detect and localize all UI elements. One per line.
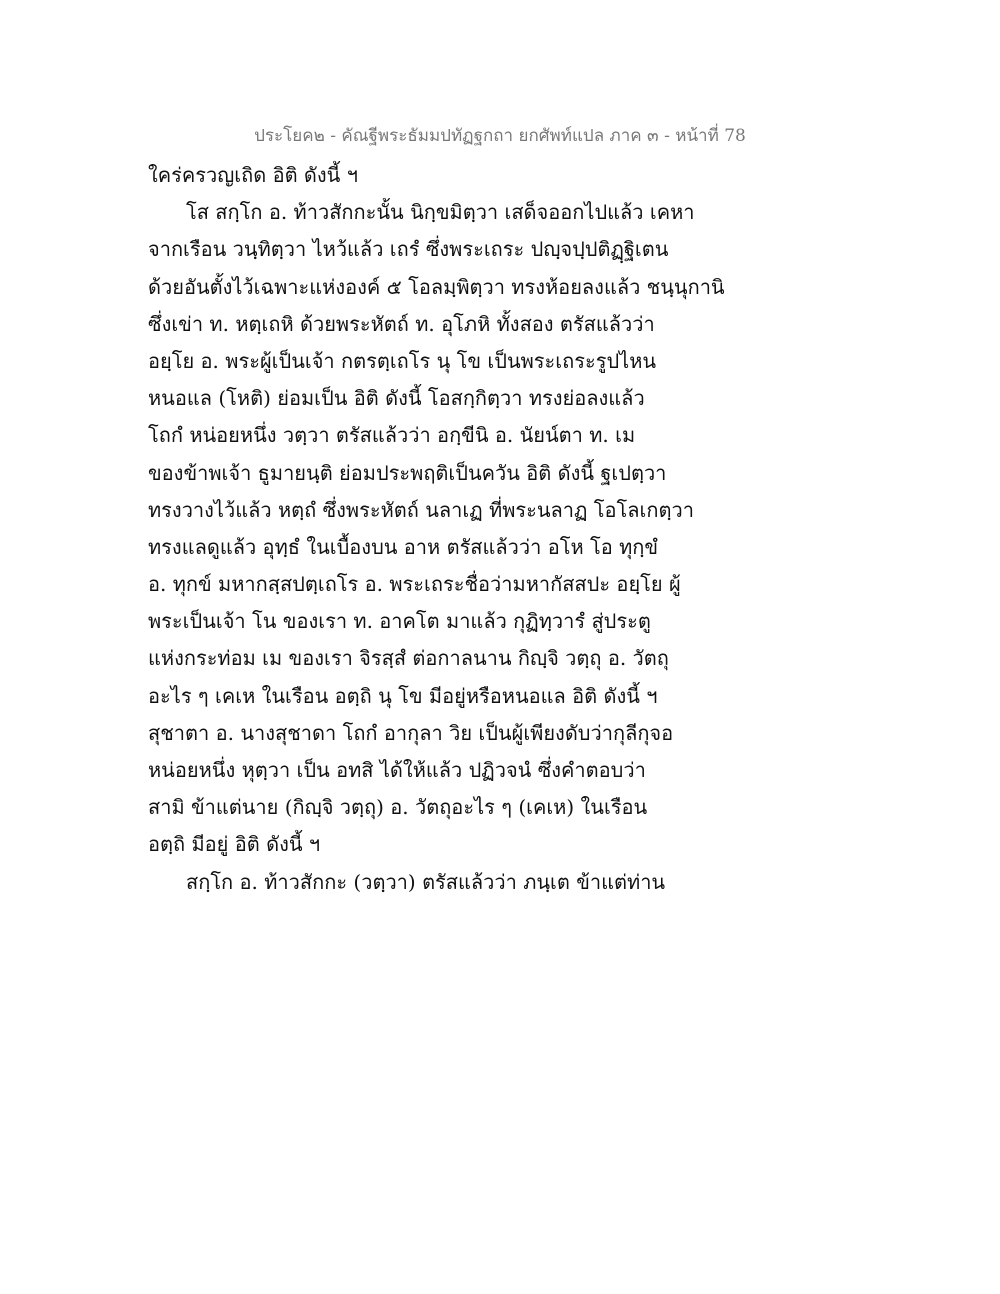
- text-line: โส สกฺโก อ. ท้าวสักกะนั้น นิกฺขมิตฺวา เสด็จออกไปแล้ว เคหา: [186, 200, 695, 225]
- text-line: หนอแล (โหติ) ย่อมเป็น อิติ ดังนี้ โอสกฺกิตฺวา ทรงย่อลงแล้ว: [148, 386, 645, 411]
- text-line: ของข้าพเจ้า ธูมายนฺติ ย่อมประพฤติเป็นควัน อิติ ดังนี้ ฐเปตฺวา: [148, 460, 667, 485]
- text-line: แห่งกระท่อม เม ของเรา จิรสฺสํ ต่อกาลนาน กิญฺจิ วตฺถุ อ. วัตถุ: [148, 646, 669, 671]
- text-line: ซึ่งเข่า ท. หตฺเถหิ ด้วยพระหัตถ์ ท. อุโภหิ ทั้งสอง ตรัสแล้วว่า: [148, 311, 655, 336]
- text-line: จากเรือน วนฺทิตฺวา ไหว้แล้ว เถรํ ซึ่งพระเถระ ปญฺจปฺปติฏฺฐิเตน: [148, 237, 669, 262]
- text-line: พระเป็นเจ้า โน ของเรา ท. อาคโต มาแล้ว กุฏิทฺวารํ สู่ประตู: [148, 609, 651, 634]
- body-text: [148, 157, 868, 901]
- text-line: อยฺโย อ. พระผู้เป็นเจ้า กตรตฺเถโร นุ โข เป็นพระเถระรูปไหน: [148, 348, 657, 373]
- text-line: อ. ทุกข์ มหากสฺสปตฺเถโร อ. พระเถระชื่อว่ามหากัสสปะ อยฺโย ผู้: [148, 572, 681, 597]
- running-header: ประโยค๒ - คัณฐีพระธัมมปทัฏฐกถา ยกศัพท์แปล ภาค ๓ - หน้าที่ 78: [254, 126, 746, 146]
- text-line: สกฺโก อ. ท้าวสักกะ (วตฺวา) ตรัสแล้วว่า ภนฺเต ข้าแต่ท่าน: [186, 869, 666, 894]
- text-line: ใคร่ครวญเถิด อิติ ดังนี้ ฯ: [148, 163, 358, 187]
- text-line: โถกํ หน่อยหนึ่ง วตฺวา ตรัสแล้วว่า อกฺขีนิ อ. นัยน์ตา ท. เม: [148, 423, 636, 448]
- text-line: อะไร ๆ เคเห ในเรือน อตฺถิ นุ โข มีอยู่หรือหนอแล อิติ ดังนี้ ฯ: [148, 683, 658, 708]
- text-line: สามิ ข้าแต่นาย (กิญฺจิ วตฺถุ) อ. วัตถุอะไร ๆ (เคเห) ในเรือน: [148, 795, 648, 820]
- text-line: สุชาตา อ. นางสุชาดา โถกํ อากุลา วิย เป็นผู้เพียงดับว่ากุลีกุจอ: [148, 720, 674, 745]
- text-line: ด้วยอันตั้งไว้เฉพาะแห่งองค์ ๕ โอลมฺพิตฺวา ทรงห้อยลงแล้ว ชนฺนุกานิ: [148, 274, 725, 299]
- text-line: อตฺถิ มีอยู่ อิติ ดังนี้ ฯ: [148, 832, 321, 857]
- text-line: ทรงแลดูแล้ว อุทฺธํ ในเบื้องบน อาห ตรัสแล้วว่า อโห โอ ทุกฺขํ: [148, 534, 659, 559]
- text-line: ทรงวางไว้แล้ว หตฺถํ ซึ่งพระหัตถ์ นลาเฏ ที่พระนลาฏ โอโลเกตฺวา: [148, 497, 694, 522]
- text-line: หน่อยหนึ่ง หุตฺวา เป็น อทสิ ได้ให้แล้ว ปฏิวจนํ ซึ่งคำตอบว่า: [148, 758, 646, 782]
